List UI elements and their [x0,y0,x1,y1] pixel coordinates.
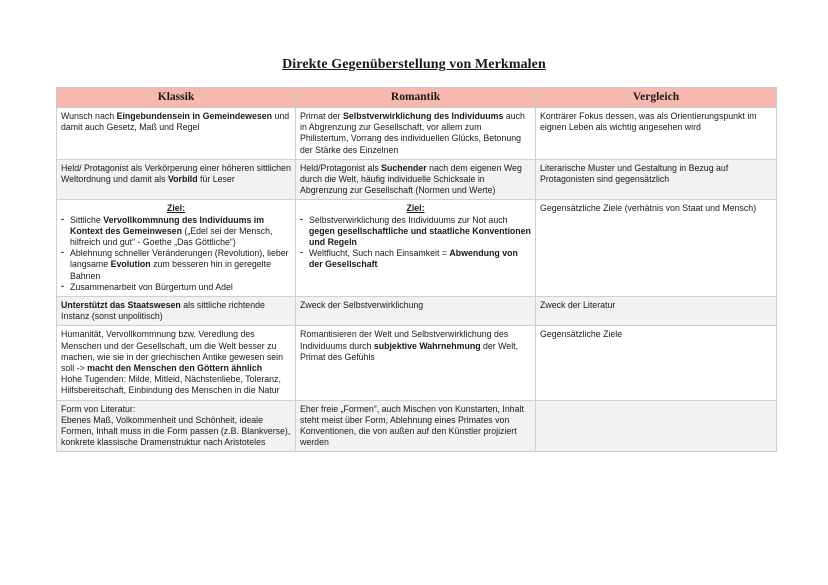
emphasized-text: Vervollkommnung des Individuums im Kontext des Gemeinwesen [70,214,265,236]
table-row [57,297,777,326]
cell-text: Selbstverwirklichung des Individuums zur Not auch [309,214,508,225]
cell-text: Zweck der Selbstverwirklichung [300,300,424,311]
cell-romantik [296,108,536,160]
cell-text: nach dem eigenen Weg durch die Welt, häufig individuelle Schicksale in Abgrenzung zur Gesellschaft (Normen und Werte) [300,162,522,196]
cell-text: Romantisieren der Welt und Selbstverwirklichung des Individuums durch [300,329,509,351]
cell-text: Wunsch nach [61,111,117,121]
cell-vergleich [536,400,777,452]
cell-text: Eher freie „Formen“, auch Mischen von Kunstarten, Inhalt steht meist über Form, Ablehnung eines Primates von Konventionen, die von außen auf den Künstler projiziert werden [300,403,524,448]
list-item [61,248,291,282]
emphasized-text: gegen gesellschaftliche und staatliche Konventionen und Regeln [309,225,531,248]
cell-text: Primat der [300,111,344,121]
cell-text: Konträrer Fokus dessen, was als Orientierungspunkt im eignen Leben als wichtig angesehen wird [540,111,757,133]
table-row [57,200,777,297]
cell-text: Form von Literatur: [61,403,136,414]
emphasized-text: subjektive Wahrnehmung [373,340,481,351]
cell-text: Literarische Muster und Gestaltung in Bezug auf Protagonisten sind gegensätzlich [540,162,729,185]
comparison-table [56,87,777,452]
emphasized-text: Vorbild [167,174,198,185]
cell-vergleich [536,326,777,400]
cell-text: Humanität, Vervollkommnung bzw. Veredlung des Menschen und der Gesellschaft, um die Welt besser zu machen, wie sie in der griechischen Antike gewesen sein soll -> [61,329,284,374]
cell-romantik [296,297,536,326]
cell-text: und damit auch Gesetz, Maß und Regel [61,111,290,133]
table-row [57,159,777,200]
header-vergleich: Vergleich [536,88,777,108]
cell-text: Ebenes Maß, Volkommenheit und Schönheit, ideale Formen, Inhalt muss in die Form passen (z.B. Blankverse), konkrete klassische Dramenstruktur nach Aristoteles [61,414,291,448]
emphasized-text: macht den Menschen den Göttern ähnlich [87,363,263,374]
emphasized-text: Unterstützt das Staatswesen [61,300,181,311]
page-title: Direkte Gegenüberstellung von Merkmalen [282,57,546,72]
emphasized-text: Abwendung von der Gesellschaft [309,248,518,270]
ziel-heading: Ziel: [166,203,186,214]
ziel-list [300,215,531,271]
cell-text: Gegensätzliche Ziele (verhätnis von Staat und Mensch) [540,203,757,214]
ziel-list [61,215,291,293]
cell-text: Sittliche [70,214,104,225]
cell-text: zum besseren hin in geregelte Bahnen [70,259,271,281]
emphasized-text: Selbstverwirklichung des Individuums [343,111,504,121]
cell-romantik [296,200,536,297]
cell-text: für Leser [197,174,235,185]
cell-klassik [57,297,296,326]
header-romantik: Romantik [296,88,536,108]
cell-romantik [296,326,536,400]
cell-text: („Edel sei der Mensch, hilfreich und gut“ - Goethe „Das Göttliche“) [70,225,273,248]
cell-vergleich [536,200,777,297]
cell-text: Gegensätzliche Ziele [540,329,623,340]
list-item [61,215,291,249]
header-klassik: Klassik [57,88,296,108]
list-item [300,248,531,270]
cell-klassik [57,326,296,400]
cell-text: als sittliche richtende Instanz (sonst unpolitisch) [61,300,265,322]
cell-text: Held/ Protagonist als Verkörperung einer höheren sittlichen Weltordnung und damit als [61,162,291,185]
cell-vergleich [536,159,777,200]
emphasized-text: Suchender [381,162,427,173]
header-row [57,88,777,108]
cell-klassik [57,200,296,297]
cell-text: Hohe Tugenden: Milde, Mitleid, Nächstenliebe, Toleranz, Hilfsbereitschaft, Einbindung des Menschen in die Natur [61,374,281,396]
ziel-heading: Ziel: [406,203,425,214]
cell-text: der Welt, Primat des Gefühls [300,340,519,362]
cell-text: Zweck der Literatur [540,300,616,311]
emphasized-text: Eingebundensein in Gemeindewesen [116,111,273,121]
cell-text: Held/Protagonist als [300,162,382,173]
cell-klassik [57,400,296,452]
cell-klassik [57,159,296,200]
emphasized-text: Evolution [110,259,151,270]
cell-vergleich [536,108,777,160]
cell-text: auch in Abgrenzung zur Gesellschaft, vor allem zum Philistertum, Vorrang des individuellen Glücks, Betonung der Stärke des Einzelnen [300,111,525,155]
cell-romantik [296,400,536,452]
list-item [300,215,531,249]
table-row [57,400,777,452]
cell-text: Weltflucht, Such nach Einsamkeit = [309,248,450,259]
cell-text: Ablehnung schneller Veränderungen (Revolution), lieber langsame [70,248,289,270]
cell-text: Zusammenarbeit von Bürgertum und Adel [70,281,233,292]
table-row [57,108,777,160]
cell-vergleich [536,297,777,326]
table-row [57,326,777,400]
cell-romantik [296,159,536,200]
list-item [61,282,291,293]
cell-klassik [57,108,296,160]
